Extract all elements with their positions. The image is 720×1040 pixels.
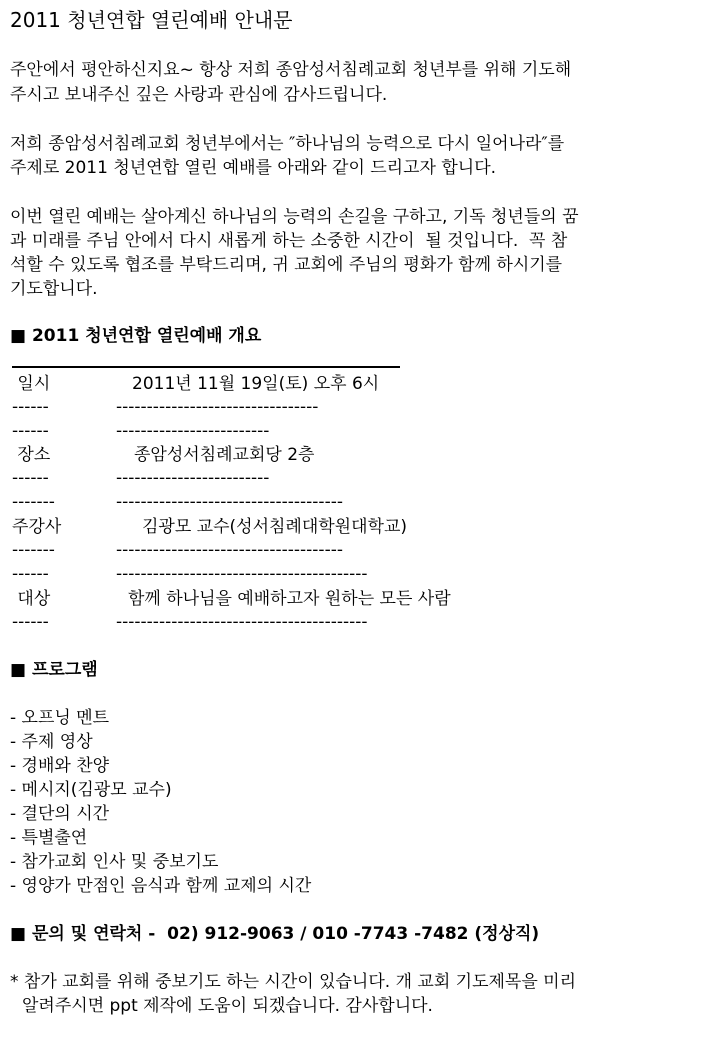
divider-value: -------------------------	[116, 421, 270, 441]
divider-label: ------	[12, 612, 49, 632]
value-audience: 함께 하나님을 예배하고자 원하는 모든 사람	[128, 589, 451, 609]
intro-line-2: 주시고 보내주신 깊은 사랑과 관심에 감사드립니다.	[10, 85, 388, 105]
overview-heading: ■ 2011 청년연합 열린예배 개요	[10, 326, 262, 346]
label-audience: 대상	[12, 589, 51, 609]
divider-label: ------	[12, 468, 49, 488]
program-item: - 오프닝 멘트	[10, 708, 110, 728]
divider-label: -------	[12, 492, 55, 512]
purpose-line-4: 기도합니다.	[10, 279, 98, 299]
value-place: 종암성서침례교회당 2층	[134, 445, 315, 465]
divider-value: -------------------------	[116, 468, 270, 488]
divider-label: ------	[12, 397, 49, 417]
purpose-line-2: 과 미래를 주님 안에서 다시 새롭게 하는 소중한 시간이 될 것입니다. 꼭 참	[10, 231, 568, 251]
program-item: - 주제 영상	[10, 732, 93, 752]
note-line-2: 알려주시면 ppt 제작에 도움이 되겠습니다. 감사합니다.	[22, 996, 433, 1016]
divider-value: -----------------------------------------	[116, 564, 368, 584]
theme-line-2: 주제로 2011 청년연합 열린 예배를 아래와 같이 드리고자 합니다.	[10, 158, 497, 178]
divider-label: -------	[12, 540, 55, 560]
label-speaker: 주강사	[12, 517, 62, 537]
overview-top-rule	[12, 366, 400, 368]
intro-line-1: 주안에서 평안하신지요~ 항상 저희 종암성서침례교회 청년부를 위해 기도해	[10, 60, 572, 80]
purpose-line-1: 이번 열린 예배는 살아계신 하나님의 능력의 손길을 구하고, 기독 청년들의 꿈	[10, 207, 579, 227]
contact-info: ■ 문의 및 연락처 - 02) 912-9063 / 010 -7743 -7482 (정상직)	[10, 924, 540, 944]
divider-label: ------	[12, 564, 49, 584]
label-date: 일시	[12, 374, 51, 394]
value-speaker: 김광모 교수(성서침례대학원대학교)	[142, 517, 407, 537]
program-item: - 경배와 찬양	[10, 756, 110, 776]
program-item: - 결단의 시간	[10, 804, 110, 824]
program-item: - 특별출연	[10, 828, 88, 848]
program-item: - 참가교회 인사 및 중보기도	[10, 852, 219, 872]
note-line-1: * 참가 교회를 위해 중보기도 하는 시간이 있습니다. 개 교회 기도제목을 미리	[10, 972, 577, 992]
divider-value: -------------------------------------	[116, 492, 343, 512]
program-item: - 영양가 만점인 음식과 함께 교제의 시간	[10, 876, 312, 896]
program-heading: ■ 프로그램	[10, 660, 98, 680]
theme-line-1: 저희 종암성서침례교회 청년부에서는 ″하나님의 능력으로 다시 일어나라″를	[10, 134, 565, 154]
divider-value: ---------------------------------	[116, 397, 319, 417]
program-item: - 메시지(김광모 교수)	[10, 780, 172, 800]
divider-value: -------------------------------------	[116, 540, 343, 560]
divider-label: ------	[12, 421, 49, 441]
document-title: 2011 청년연합 열린예배 안내문	[10, 8, 293, 32]
value-date: 2011년 11월 19일(토) 오후 6시	[132, 374, 380, 394]
purpose-line-3: 석할 수 있도록 협조를 부탁드리며, 귀 교회에 주님의 평화가 함께 하시기를	[10, 255, 563, 275]
divider-value: -----------------------------------------	[116, 612, 368, 632]
label-place: 장소	[12, 445, 51, 465]
